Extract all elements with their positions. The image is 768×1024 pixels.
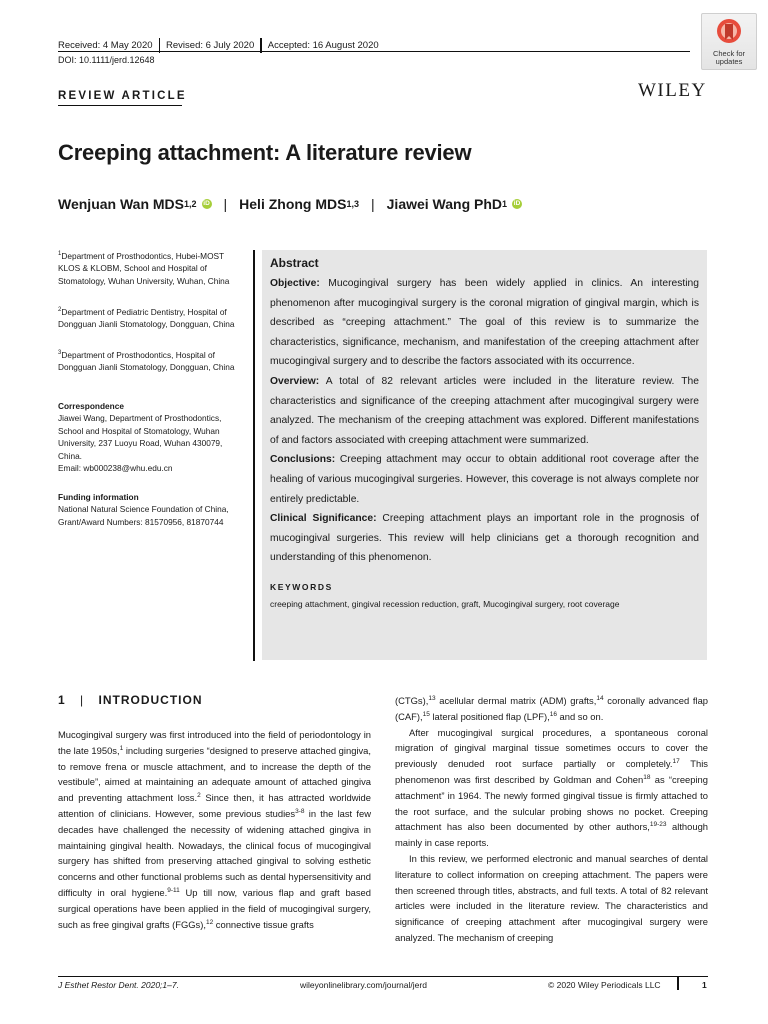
copyright: © 2020 Wiley Periodicals LLC bbox=[548, 980, 661, 990]
affiliation bbox=[58, 248, 246, 287]
section-heading bbox=[58, 693, 203, 707]
footer-divider bbox=[677, 976, 679, 990]
article-title: Creeping attachment: A literature review bbox=[58, 140, 472, 165]
section-title: INTRODUCTION bbox=[98, 693, 203, 707]
abstract-text: A total of 82 relevant articles were included in the literature review. The characteristics and significance of the creeping attachment after mucogingival surgery were analyzed. The mechanism of the creeping attachment was explored. Different manifestations of and factors associated with creeping attachment were summarized. bbox=[270, 375, 699, 446]
correspondence-text: Jiawei Wang, Department of Prosthodontics, School and Hospital of Stomatology, Wuhan University, 237 Luoyu Road, Wuhan 430079, China. bbox=[58, 413, 223, 461]
correspondence-block bbox=[58, 400, 246, 474]
funding-block bbox=[58, 491, 246, 528]
author-separator: | bbox=[371, 196, 375, 212]
orcid-icon[interactable]: iD bbox=[203, 200, 210, 207]
received-date: Received: 4 May 2020 bbox=[58, 40, 153, 51]
revised-date: Revised: 6 July 2020 bbox=[166, 40, 255, 51]
author-name: Jiawei Wang PhD bbox=[386, 196, 503, 212]
affiliation bbox=[58, 347, 246, 374]
journal-url[interactable]: wileyonlinelibrary.com/journal/jerd bbox=[300, 980, 427, 990]
abstract-label: Clinical Significance: bbox=[270, 513, 377, 525]
abstract-text: Creeping attachment may occur to obtain additional root coverage after the healing of various mucogingival surgeries. However, this coverage is not always complete nor entirely predictable. bbox=[270, 454, 699, 505]
author-affil-sup: 1,3 bbox=[346, 199, 359, 209]
affiliation-number: 2 bbox=[58, 307, 62, 313]
keywords-list: creeping attachment, gingival recession reduction, graft, Mucogingival surgery, root coverage bbox=[270, 598, 620, 609]
affiliation-text: Department of Prosthodontics, Hospital of Dongguan Jianli Stomatology, Dongguan, China bbox=[58, 349, 235, 373]
intro-paragraph: After mucogingival surgical procedures, a spontaneous coronal migration of gingival marginal tissue sometimes occurs to cover the previously denuded root surface partially or completely.$^{17}$ This phenomenon was first described by Goldman and Cohen$^{18}$ as “creeping attachment” in 1964. The newly formed gingival tissue is firmly attached to the root surface, and the sulcular probing shows no pocket. Creeping attachment has also been documented by other authors,$^{19-23}$ although mainly in case reports. bbox=[395, 726, 708, 849]
author-list bbox=[58, 196, 522, 212]
intro-paragraph: Mucogingival surgery was first introduced into the field of periodontology in the late 1950s,$^1$ including surgeries “designed to preserve attached gingiva, to remove frena or muscle attachment, and to increase the depth of the vestibule”, aimed at maintaining an adequate amount of attached gingiva and preventing attachment loss.$^2$ Since then, it has attracted worldwide attention of clinicians. However, some previous studies$^{3-8}$ in the last few decades have challenged the necessity of widening attached gingiva in maintaining gingival health. Nowadays, the clinical focus of mucogingival surgery has shifted from preserving attached gingival to solving esthetic concerns and other functional problems such as dental hypersensitivity and difficulty in oral hygiene.$^{9-11}$ Up till now, various flap and graft based surgical operations have been applied in the field of mucogingival surgery, such as free gingival grafts (FGGs),$^{12}$ connective tissue grafts bbox=[58, 729, 371, 930]
header-rule bbox=[58, 51, 690, 52]
check-for-updates-badge[interactable] bbox=[701, 13, 757, 70]
intro-left-column bbox=[58, 727, 371, 932]
badge-label-2: updates bbox=[715, 57, 743, 66]
section-separator: | bbox=[80, 693, 85, 707]
abstract-label: Overview: bbox=[270, 375, 320, 387]
page-number: 1 bbox=[702, 980, 707, 990]
author-separator: | bbox=[223, 196, 228, 212]
doi: DOI: 10.1111/jerd.12648 bbox=[58, 55, 155, 65]
section-number: 1 bbox=[58, 693, 66, 707]
abstract-text: Creeping attachment plays an important role in the prognosis of mucogingival surgeries. This review will help clinicians get a thorough recognition and understanding of this phenomenon. bbox=[270, 513, 699, 564]
correspondence-email[interactable]: Email: wb000238@whu.edu.cn bbox=[58, 463, 173, 474]
footer-rule bbox=[58, 976, 708, 977]
author-name: Heli Zhong MDS bbox=[239, 196, 347, 212]
article-type: REVIEW ARTICLE bbox=[58, 90, 187, 102]
badge-label-1: Check for bbox=[712, 49, 746, 58]
correspondence-heading: Correspondence bbox=[58, 401, 124, 411]
keywords-heading: KEYWORDS bbox=[270, 581, 333, 592]
abstract-label: Objective: bbox=[270, 278, 320, 289]
funding-text: National Natural Science Foundation of China, Grant/Award Numbers: 81570956, 81870744 bbox=[58, 504, 229, 527]
abstract-text: Mucogingival surgery has been widely applied in clinics. An interesting phenomenon after mucogingival surgery is the coronal migration of gingival margin, which is described as “creeping attachment.” The goal of this review is to summarize the characteristics, significance, mechanism, and manifestation of the creeping attachment after mucogingival surgery and to describe the factors associated with its occurrence. bbox=[270, 278, 699, 368]
abstract-box bbox=[262, 250, 707, 660]
publisher-logo: WILEY bbox=[638, 80, 707, 101]
abstract-objective bbox=[270, 274, 699, 372]
abstract-overview bbox=[270, 372, 699, 450]
intro-paragraph: (CTGs),$^{13}$ acellular dermal matrix (ADM) grafts,$^{14}$ coronally advanced flap (CAF),$^{15}$ lateral positioned flap (LPF),$^{16}$ and so on. bbox=[395, 694, 709, 722]
affiliation-number: 1 bbox=[58, 251, 62, 257]
author-affil-sup: 1,2 bbox=[184, 199, 197, 209]
article-type-rule bbox=[58, 105, 182, 106]
affiliation-text: Department of Pediatric Dentistry, Hospital of Dongguan Jianli Stomatology, Dongguan, China bbox=[58, 306, 235, 330]
author-name: Wenjuan Wan MDS bbox=[58, 196, 184, 212]
accepted-date: Accepted: 16 August 2020 bbox=[267, 40, 379, 51]
journal-citation: J Esthet Restor Dent. 2020;1–7. bbox=[58, 980, 179, 990]
affiliation bbox=[58, 304, 246, 331]
abstract-clinical-significance bbox=[270, 509, 699, 568]
funding-heading: Funding information bbox=[58, 492, 139, 502]
intro-paragraph: In this review, we performed electronic and manual searches of dental literature to collect information on creeping attachment. The papers were then screened through titles, abstracts, and full texts. A total of 82 relevant articles were included in the literature review. The characteristics and significance of creeping attachment after mucogingival surgery were analyzed. The mechanism of creeping bbox=[395, 852, 708, 943]
intro-right-column bbox=[395, 693, 708, 946]
affiliation-text: Department of Prosthodontics, Hubei-MOST KLOS & KLOBM, School and Hospital of Stomatology, Wuhan University, Wuhan, China bbox=[58, 250, 230, 286]
orcid-icon[interactable]: iD bbox=[513, 200, 521, 207]
column-divider bbox=[253, 250, 255, 661]
author-affil-sup: 1 bbox=[502, 199, 508, 209]
abstract-label: Conclusions: bbox=[270, 454, 336, 466]
abstract-heading: Abstract bbox=[270, 256, 319, 270]
affiliation-number: 3 bbox=[58, 350, 62, 356]
abstract-conclusions bbox=[270, 450, 699, 509]
bookmark-icon bbox=[716, 18, 742, 48]
